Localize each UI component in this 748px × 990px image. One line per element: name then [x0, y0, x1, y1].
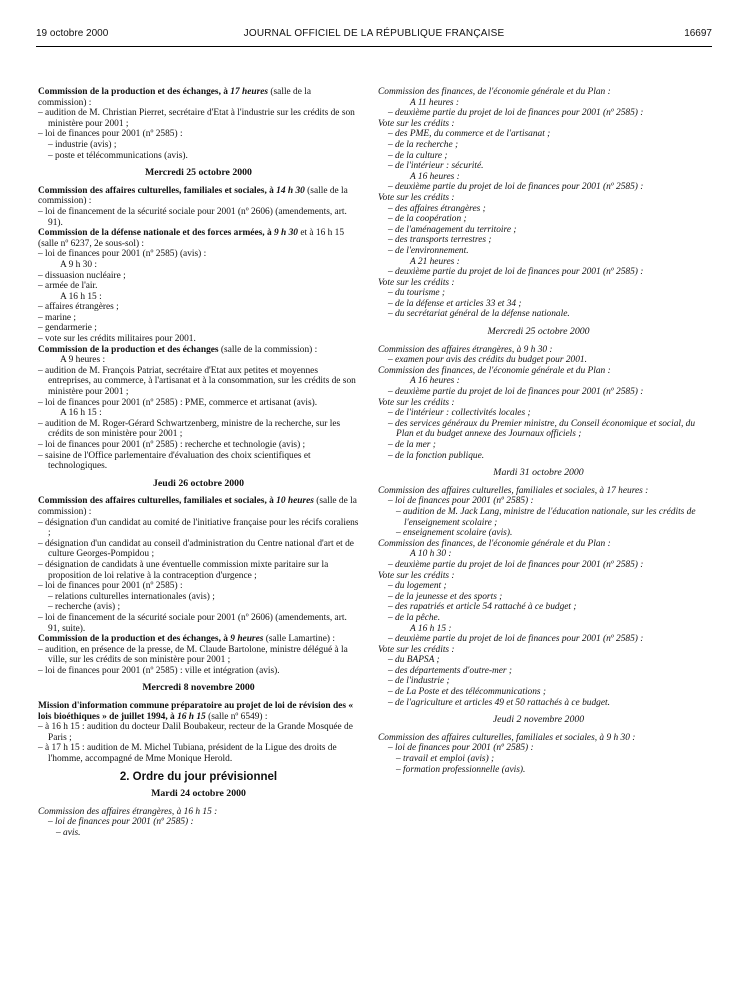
- committee-heading: Vote sur les crédits :: [378, 277, 455, 288]
- agenda-item: – audition de M. François Patriat, secrétaire d'Etat aux petites et moyennes entreprises, au commerce, à l'artisanat et à la consommation, sur les crédits de son ministère pour 2001 ;: [38, 365, 356, 398]
- agenda-item: – de l'industrie ;: [388, 676, 450, 687]
- agenda-subitem: – travail et emploi (avis) ;: [396, 754, 495, 765]
- agenda-item: – vote sur les crédits militaires pour 2001.: [38, 334, 196, 345]
- agenda-item: – de la culture ;: [388, 150, 448, 161]
- agenda-subitem: – recherche (avis) ;: [48, 602, 121, 613]
- agenda-item: – du tourisme ;: [388, 288, 446, 299]
- meeting-room: (salle de la commission) :: [38, 185, 348, 207]
- agenda-item: – de la défense et articles 33 et 34 ;: [388, 298, 522, 309]
- agenda-item: – gendarmerie ;: [38, 323, 97, 334]
- committee-heading: Commission des finances, de l'économie générale et du Plan :: [378, 87, 611, 97]
- agenda-item: – de l'environnement.: [388, 245, 469, 256]
- meeting-time: 9 heures: [230, 634, 264, 645]
- agenda-item: – à 16 h 15 : audition du docteur Dalil Boubakeur, recteur de la Grande Mosquée de Paris ;: [38, 722, 353, 743]
- right-column: [378, 87, 699, 775]
- meeting-room: (salle de la commission) :: [38, 496, 357, 517]
- agenda-item: – examen pour avis des crédits du budget pour 2001.: [388, 355, 587, 366]
- agenda-item: – des rapatriés et article 54 rattaché à ce budget ;: [388, 602, 577, 613]
- committee-heading: Commission des affaires étrangères, à 16 h 15 :: [38, 806, 218, 817]
- committee-heading: [38, 701, 359, 722]
- time-slot: A 16 heures :: [410, 376, 460, 387]
- agenda-item: – de la fonction publique.: [388, 450, 485, 461]
- agenda-item: – désignation d'un candidat au comité de l'initiative française pour les récifs coraliens ;: [38, 517, 359, 539]
- committee-name: Commission des affaires culturelles, familiales et sociales, à: [38, 185, 277, 196]
- committee-heading: [38, 186, 359, 207]
- agenda-item: – des services généraux du Premier ministre, du Conseil économique et social, du Plan et du budget annexe des Journaux officiels ;: [388, 418, 696, 440]
- agenda-subitem: – audition de M. Jack Lang, ministre de l'éducation nationale, sur les crédits de l'enseignement scolaire ;: [396, 506, 696, 528]
- agenda-item: – du secrétariat général de la défense nationale.: [388, 309, 570, 320]
- agenda-item: – des affaires étrangères ;: [388, 203, 486, 214]
- agenda-subitem: – industrie (avis) ;: [48, 139, 117, 150]
- agenda-item: – de La Poste et des télécommunications ;: [388, 687, 547, 698]
- agenda-subitem: – avis.: [56, 828, 81, 838]
- committee-name: Commission des affaires culturelles, familiales et sociales, à: [38, 496, 277, 507]
- session-date: Jeudi 2 novembre 2000: [492, 714, 585, 726]
- agenda-item: – deuxième partie du projet de loi de finances pour 2001 (nº 2585) :: [388, 387, 644, 398]
- meeting-time: 10 heures: [276, 496, 314, 507]
- agenda-item: – deuxième partie du projet de loi de finances pour 2001 (nº 2585) :: [388, 108, 644, 119]
- session-date: Mercredi 25 octobre 2000: [145, 167, 252, 179]
- agenda-item: – du logement ;: [388, 581, 447, 592]
- agenda-subitem: – relations culturelles internationales (avis) ;: [48, 591, 215, 602]
- left-column: [38, 87, 359, 839]
- agenda-item: – audition, en présence de la presse, de M. Claude Bartolone, ministre délégué à la ville, sur les crédits de son ministère pour 2001 ;: [38, 644, 348, 666]
- agenda-item: – deuxième partie du projet de loi de finances pour 2001 (nº 2585) :: [388, 182, 644, 193]
- committee-heading: Commission des affaires étrangères, à 9 h 30 :: [378, 344, 553, 355]
- committee-heading: [38, 87, 359, 108]
- agenda-item: – de l'aménagement du territoire ;: [388, 224, 517, 235]
- meeting-time: 9 h 30: [274, 228, 298, 239]
- agenda-item: – de la jeunesse et des sports ;: [388, 591, 503, 602]
- meeting-room: (salle de la commission) :: [218, 344, 318, 355]
- agenda-item: – loi de finances pour 2001 (nº 2585) : ville et intégration (avis).: [38, 665, 280, 676]
- committee-heading: Commission des affaires culturelles, familiales et sociales, à 9 h 30 :: [378, 732, 636, 743]
- time-slot: A 9 heures :: [60, 355, 106, 366]
- committee-heading: Commission des finances, de l'économie générale et du Plan :: [378, 538, 611, 549]
- agenda-item: – audition de M. Christian Pierret, secrétaire d'Etat à l'industrie sur les crédits de son ministère pour 2001 ;: [38, 108, 355, 129]
- agenda-item: – de l'intérieur : sécurité.: [388, 161, 484, 172]
- page-header: [36, 28, 712, 42]
- agenda-item: – de la pêche.: [388, 612, 441, 623]
- committee-heading: Vote sur les crédits :: [378, 397, 455, 408]
- committee-heading: Commission des finances, de l'économie générale et du Plan :: [378, 365, 611, 376]
- agenda-item: – des départements d'outre-mer ;: [388, 665, 513, 676]
- agenda-item: – de la recherche ;: [388, 139, 459, 150]
- meeting-time: 14 h 30: [276, 185, 305, 196]
- agenda-item: – dissuasion nucléaire ;: [38, 270, 126, 281]
- meeting-room: (salle Lamartine) :: [263, 634, 335, 645]
- committee-heading: Vote sur les crédits :: [378, 192, 455, 203]
- agenda-subitem: – poste et télécommunications (avis).: [48, 150, 188, 161]
- time-slot: A 21 heures :: [410, 256, 460, 267]
- committee-name: Commission de la défense nationale et des forces armées, à: [38, 228, 274, 239]
- committee-name: Commission de la production et des échanges, à: [38, 634, 231, 645]
- meeting-time: 17 heures: [230, 87, 269, 97]
- agenda-item: – du BAPSA ;: [388, 655, 440, 666]
- agenda-item: – loi de finances pour 2001 (nº 2585) :: [38, 129, 183, 140]
- committee-heading: Vote sur les crédits :: [378, 118, 455, 129]
- agenda-item: – de l'agriculture et articles 49 et 50 rattachés à ce budget.: [388, 697, 610, 708]
- committee-heading: Vote sur les crédits :: [378, 644, 455, 655]
- agenda-subitem: – enseignement scolaire (avis).: [396, 528, 513, 539]
- agenda-item: – désignation de candidats à une éventuelle commission mixte paritaire sur la proposition de loi relative à la contraception d'urgence ;: [38, 559, 329, 581]
- meeting-room: (salle nº 6549) :: [205, 711, 268, 722]
- committee-heading: Vote sur les crédits :: [378, 570, 455, 581]
- time-slot: A 16 h 15 :: [410, 623, 452, 634]
- time-slot: A 16 h 15 :: [60, 408, 102, 419]
- agenda-item: – loi de financement de la sécurité sociale pour 2001 (nº 2606) (amendements, art. 91, suite).: [38, 612, 347, 634]
- time-slot: A 16 h 15 :: [60, 291, 102, 302]
- agenda-item: – de la mer ;: [388, 440, 436, 450]
- meeting-time: 16 h 15: [177, 711, 206, 722]
- time-slot: A 11 heures :: [410, 97, 460, 108]
- committee-name: Commission de la production et des échanges: [38, 344, 219, 355]
- time-slot: A 10 h 30 :: [410, 549, 452, 560]
- agenda-item: – marine ;: [38, 312, 77, 323]
- agenda-item: – des transports terrestres ;: [388, 235, 492, 246]
- agenda-item: – loi de finances pour 2001 (nº 2585) :: [48, 817, 194, 828]
- session-date: Jeudi 26 octobre 2000: [153, 477, 244, 489]
- committee-heading: Commission des affaires culturelles, familiales et sociales, à 17 heures :: [378, 485, 649, 496]
- committee-name: Mission d'information commune préparatoire au projet de loi de révision des « lois bioéthiques » de juillet 1994, à: [38, 701, 354, 722]
- agenda-item: – loi de finances pour 2001 (nº 2585) (avis) :: [38, 249, 207, 260]
- agenda-item: – deuxième partie du projet de loi de finances pour 2001 (nº 2585) :: [388, 559, 644, 570]
- committee-heading: [38, 496, 359, 517]
- committee-heading: [38, 634, 359, 645]
- session-date: Mercredi 25 octobre 2000: [487, 326, 590, 338]
- agenda-item: – à 17 h 15 : audition de M. Michel Tubiana, président de la Ligue des droits de l'homme, accompagné de Mme Monique Herold.: [38, 743, 337, 765]
- agenda-item: – loi de financement de la sécurité sociale pour 2001 (nº 2606) (amendements, art. 91).: [38, 206, 347, 228]
- agenda-item: – loi de finances pour 2001 (nº 2585) : recherche et technologie (avis) ;: [38, 440, 306, 450]
- agenda-item: – deuxième partie du projet de loi de finances pour 2001 (nº 2585) :: [388, 634, 644, 645]
- agenda-item: – des PME, du commerce et de l'artisanat ;: [388, 129, 551, 140]
- header-date: 19 octobre 2000: [36, 28, 109, 39]
- agenda-item: – de la coopération ;: [388, 214, 467, 225]
- meeting-room: et à 16 h 15 (salle nº 6237, 2e sous-sol) :: [38, 228, 345, 249]
- committee-heading: [38, 228, 359, 249]
- time-slot: A 9 h 30 :: [60, 259, 97, 270]
- committee-name: Commission de la production et des échanges, à: [38, 87, 231, 97]
- session-date: Mercredi 8 novembre 2000: [142, 682, 255, 694]
- section-title: 2. Ordre du jour prévisionnel: [119, 770, 278, 783]
- committee-heading: [38, 345, 359, 356]
- agenda-item: – désignation d'un candidat au conseil d'administration du Centre national d'art et de culture Georges-Pompidou ;: [38, 538, 354, 560]
- agenda-item: – deuxième partie du projet de loi de finances pour 2001 (nº 2585) :: [388, 267, 644, 278]
- page-number: 16697: [684, 28, 712, 39]
- agenda-subitem: – formation professionnelle (avis).: [396, 764, 526, 775]
- agenda-item: – affaires étrangères ;: [38, 302, 119, 313]
- agenda-item: – de l'intérieur : collectivités locales ;: [388, 408, 531, 419]
- agenda-item: – loi de finances pour 2001 (nº 2585) : PME, commerce et artisanat (avis).: [38, 397, 318, 408]
- agenda-item: – loi de finances pour 2001 (nº 2585) :: [38, 581, 183, 592]
- agenda-item: – loi de finances pour 2001 (nº 2585) :: [388, 743, 534, 754]
- agenda-item: – loi de finances pour 2001 (nº 2585) :: [388, 496, 534, 507]
- session-date: Mardi 24 octobre 2000: [151, 788, 246, 800]
- header-rule: [36, 46, 712, 47]
- agenda-item: – audition de M. Roger-Gérard Schwartzenberg, ministre de la recherche, sur les crédits de son ministère pour 2001 ;: [38, 418, 341, 440]
- meeting-room: (salle de la commission) :: [38, 87, 312, 108]
- time-slot: A 16 heures :: [410, 171, 460, 182]
- agenda-item: – saisine de l'Office parlementaire d'évaluation des choix scientifiques et technologiques.: [38, 450, 311, 472]
- agenda-item: – armée de l'air.: [38, 281, 98, 292]
- journal-title: JOURNAL OFFICIEL DE LA RÉPUBLIQUE FRANÇAISE: [243, 28, 505, 39]
- session-date: Mardi 31 octobre 2000: [493, 467, 584, 479]
